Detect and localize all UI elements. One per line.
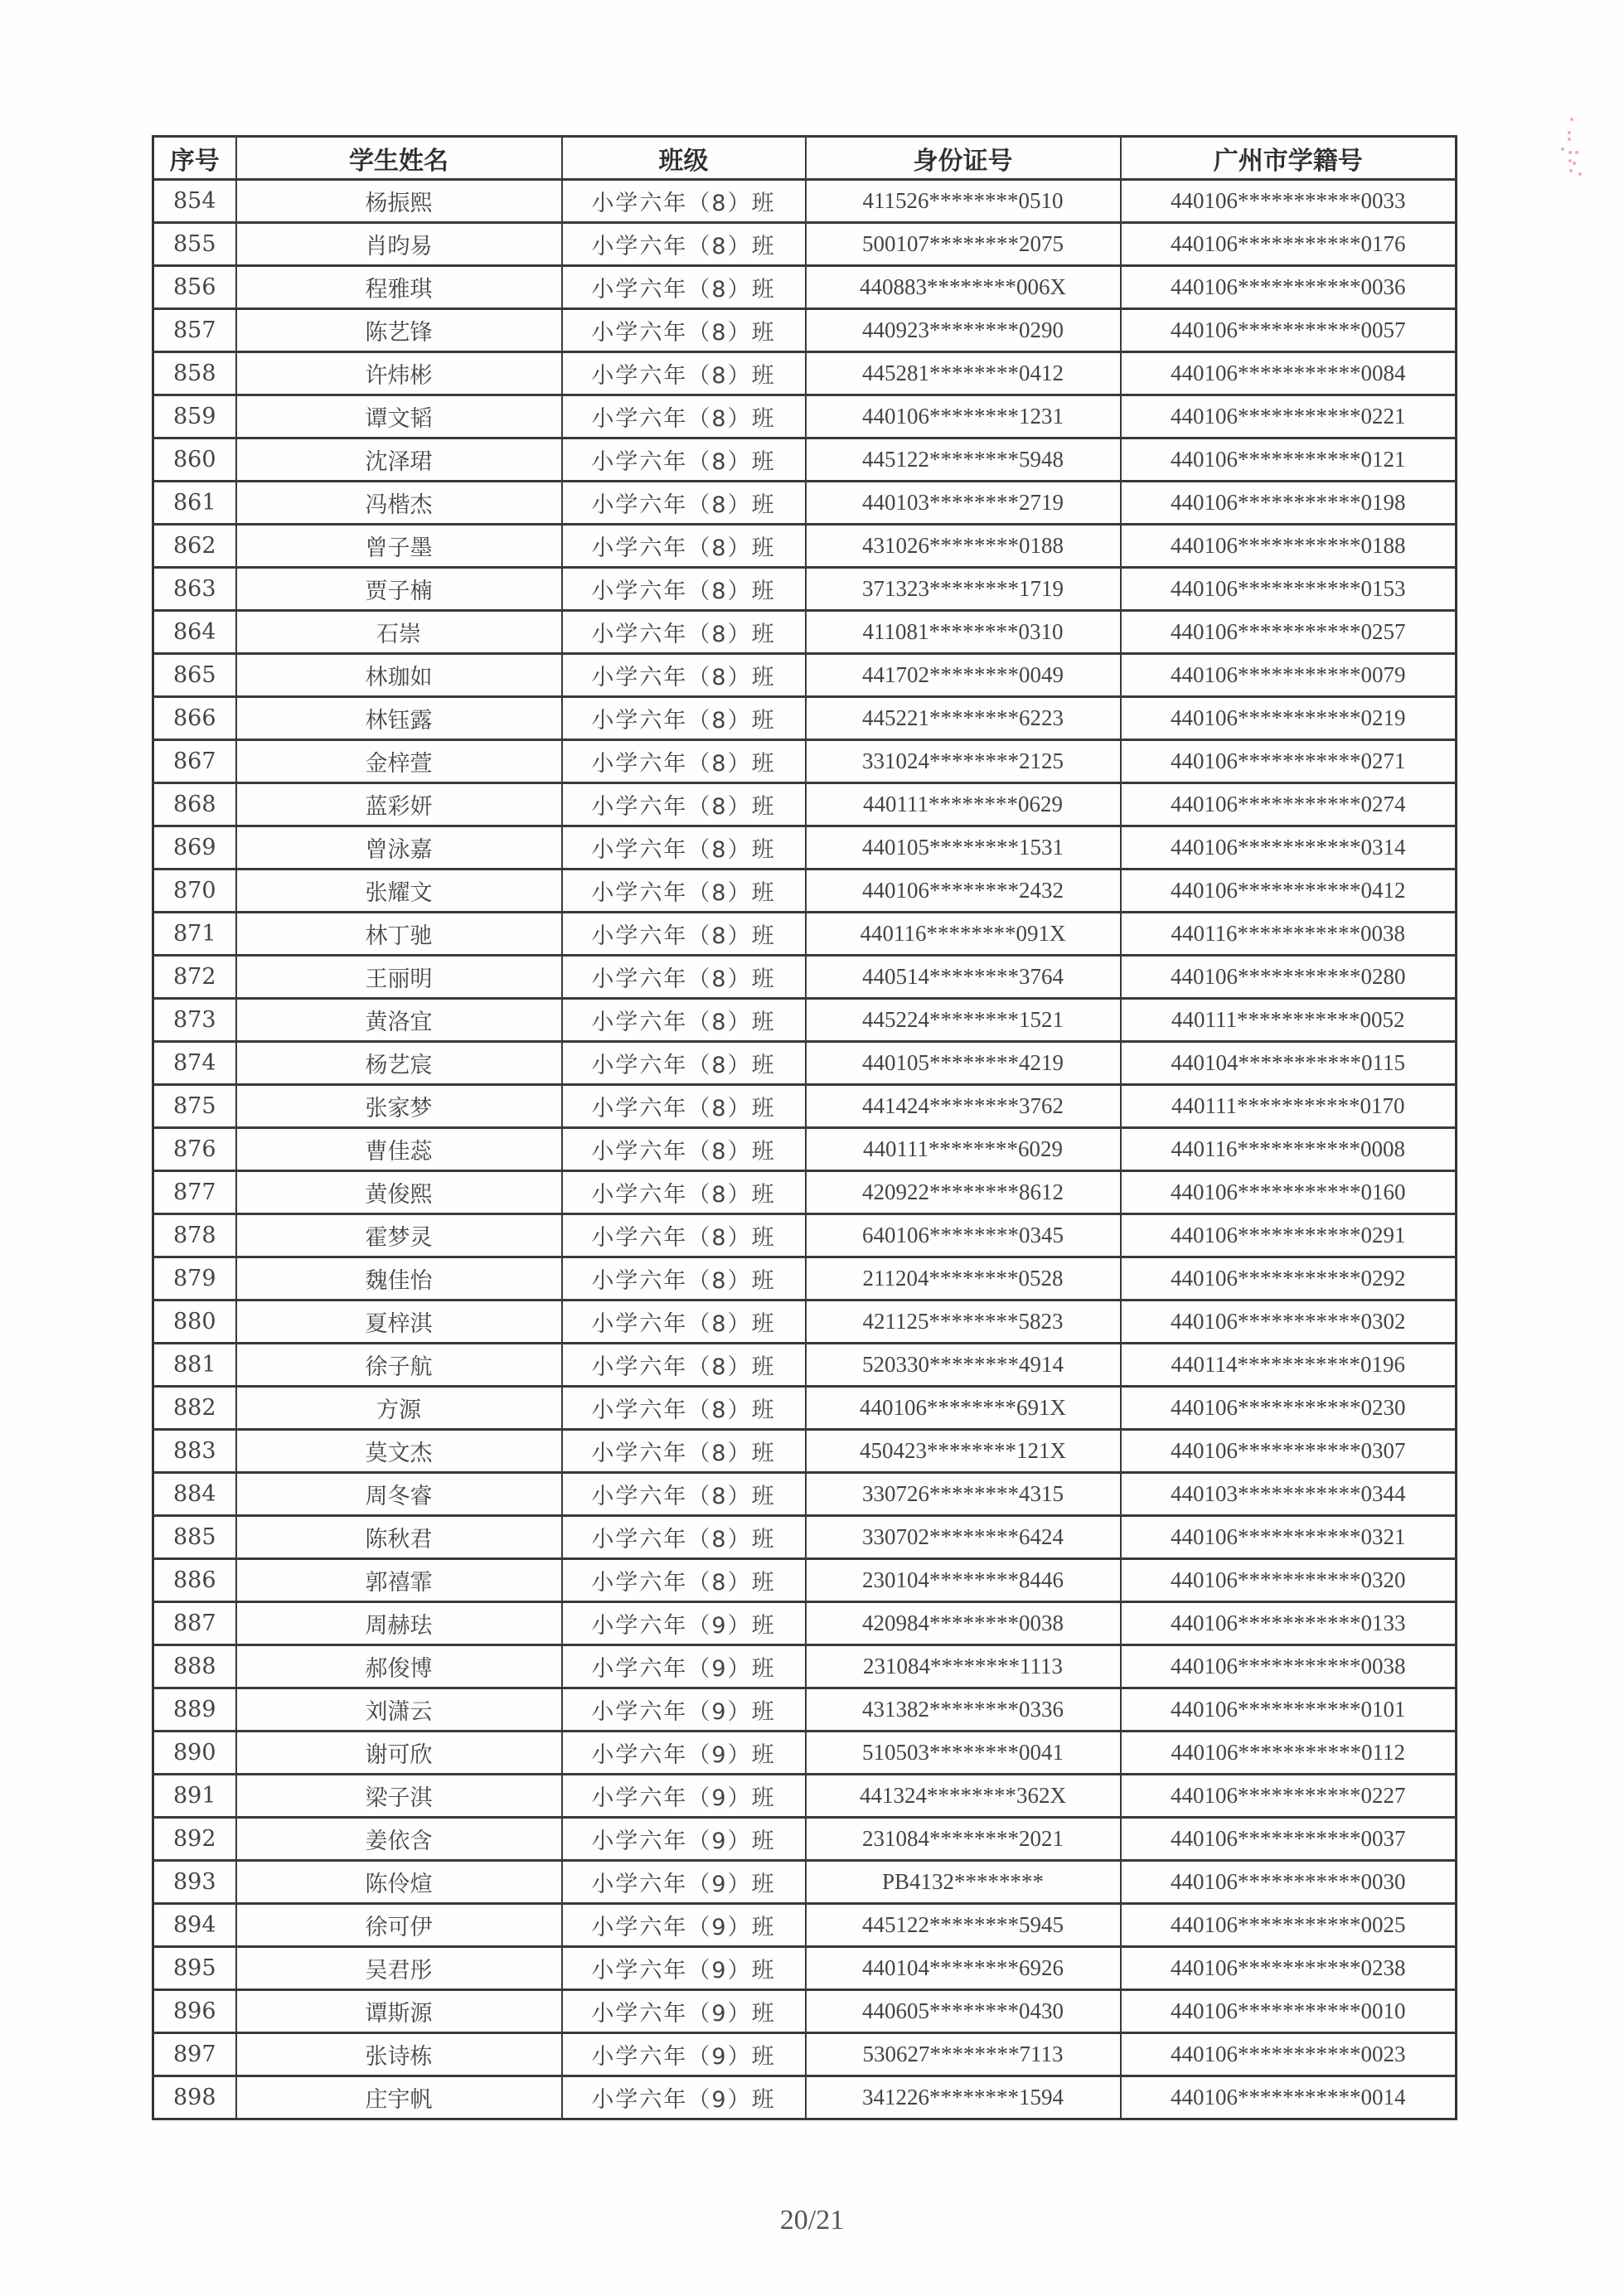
cell-class: 小学六年（8）班: [562, 1257, 806, 1301]
header-class: 班级: [562, 137, 806, 180]
cell-class: 小学六年（8）班: [562, 568, 806, 611]
cell-serial-number: 884: [153, 1473, 236, 1516]
cell-class: 小学六年（8）班: [562, 697, 806, 740]
cell-serial-number: 883: [153, 1430, 236, 1473]
cell-class: 小学六年（8）班: [562, 1171, 806, 1214]
cell-class: 小学六年（9）班: [562, 1861, 806, 1904]
cell-student-name: 张家梦: [236, 1085, 562, 1128]
cell-class: 小学六年（8）班: [562, 1516, 806, 1559]
student-roster-table: [152, 135, 1457, 2120]
cell-class: 小学六年（8）班: [562, 438, 806, 482]
table-row: [153, 1990, 1457, 2033]
cell-student-name: 黄俊熙: [236, 1171, 562, 1214]
cell-student-name: 冯楷杰: [236, 482, 562, 525]
cell-class: 小学六年（8）班: [562, 1430, 806, 1473]
table-row: [153, 1171, 1457, 1214]
table-row: [153, 999, 1457, 1042]
cell-guangzhou-student-number: 440106***********0101: [1121, 1688, 1457, 1732]
cell-id-number: 440111********6029: [806, 1128, 1121, 1171]
cell-guangzhou-student-number: 440106***********0238: [1121, 1947, 1457, 1990]
cell-id-number: 420984********0038: [806, 1602, 1121, 1645]
cell-student-name: 蓝彩妍: [236, 783, 562, 826]
table-row: [153, 180, 1457, 223]
cell-class: 小学六年（8）班: [562, 1473, 806, 1516]
cell-guangzhou-student-number: 440106***********0198: [1121, 482, 1457, 525]
table-row: [153, 1688, 1457, 1732]
table-body: [153, 180, 1457, 2119]
cell-guangzhou-student-number: 440106***********0084: [1121, 352, 1457, 395]
cell-serial-number: 878: [153, 1214, 236, 1257]
cell-id-number: 450423********121X: [806, 1430, 1121, 1473]
cell-class: 小学六年（8）班: [562, 913, 806, 956]
cell-id-number: 440883********006X: [806, 266, 1121, 309]
cell-guangzhou-student-number: 440106***********0057: [1121, 309, 1457, 352]
cell-guangzhou-student-number: 440114***********0196: [1121, 1344, 1457, 1387]
cell-guangzhou-student-number: 440106***********0037: [1121, 1818, 1457, 1861]
cell-class: 小学六年（9）班: [562, 1732, 806, 1775]
cell-class: 小学六年（8）班: [562, 352, 806, 395]
table-row: [153, 1861, 1457, 1904]
cell-class: 小学六年（8）班: [562, 223, 806, 266]
cell-guangzhou-student-number: 440106***********0176: [1121, 223, 1457, 266]
cell-student-name: 庄宇帆: [236, 2076, 562, 2119]
cell-serial-number: 862: [153, 525, 236, 568]
cell-class: 小学六年（8）班: [562, 1301, 806, 1344]
cell-student-name: 谭文韬: [236, 395, 562, 438]
cell-guangzhou-student-number: 440106***********0257: [1121, 611, 1457, 654]
cell-guangzhou-student-number: 440106***********0280: [1121, 956, 1457, 999]
table-row: [153, 395, 1457, 438]
cell-id-number: 371323********1719: [806, 568, 1121, 611]
cell-class: 小学六年（8）班: [562, 1559, 806, 1602]
cell-student-name: 陈秋君: [236, 1516, 562, 1559]
cell-student-name: 谭斯源: [236, 1990, 562, 2033]
cell-serial-number: 859: [153, 395, 236, 438]
cell-student-name: 郭禧霏: [236, 1559, 562, 1602]
cell-student-name: 夏梓淇: [236, 1301, 562, 1344]
cell-guangzhou-student-number: 440106***********0230: [1121, 1387, 1457, 1430]
cell-id-number: 440605********0430: [806, 1990, 1121, 2033]
cell-student-name: 徐子航: [236, 1344, 562, 1387]
table-row: [153, 525, 1457, 568]
cell-guangzhou-student-number: 440106***********0030: [1121, 1861, 1457, 1904]
table-row: [153, 1128, 1457, 1171]
cell-student-name: 张耀文: [236, 869, 562, 913]
table-row: [153, 697, 1457, 740]
cell-guangzhou-student-number: 440104***********0115: [1121, 1042, 1457, 1085]
table-row: [153, 1214, 1457, 1257]
cell-id-number: 431026********0188: [806, 525, 1121, 568]
cell-class: 小学六年（8）班: [562, 740, 806, 783]
cell-serial-number: 855: [153, 223, 236, 266]
table-row: [153, 1559, 1457, 1602]
cell-serial-number: 882: [153, 1387, 236, 1430]
cell-student-name: 曾子墨: [236, 525, 562, 568]
cell-student-name: 肖昀易: [236, 223, 562, 266]
table-row: [153, 1430, 1457, 1473]
table-row: [153, 2076, 1457, 2119]
cell-guangzhou-student-number: 440106***********0033: [1121, 180, 1457, 223]
cell-guangzhou-student-number: 440111***********0052: [1121, 999, 1457, 1042]
cell-id-number: 440106********1231: [806, 395, 1121, 438]
cell-guangzhou-student-number: 440106***********0014: [1121, 2076, 1457, 2119]
cell-id-number: 445224********1521: [806, 999, 1121, 1042]
cell-student-name: 谢可欣: [236, 1732, 562, 1775]
table-row: [153, 1818, 1457, 1861]
cell-id-number: 440106********2432: [806, 869, 1121, 913]
cell-serial-number: 861: [153, 482, 236, 525]
table-row: [153, 438, 1457, 482]
table-row: [153, 1602, 1457, 1645]
cell-guangzhou-student-number: 440106***********0291: [1121, 1214, 1457, 1257]
cell-student-name: 陈艺锋: [236, 309, 562, 352]
cell-serial-number: 881: [153, 1344, 236, 1387]
cell-id-number: 211204********0528: [806, 1257, 1121, 1301]
cell-student-name: 石崇: [236, 611, 562, 654]
cell-id-number: 445221********6223: [806, 697, 1121, 740]
cell-class: 小学六年（8）班: [562, 266, 806, 309]
table-row: [153, 1344, 1457, 1387]
cell-student-name: 吴君彤: [236, 1947, 562, 1990]
cell-student-name: 王丽明: [236, 956, 562, 999]
cell-id-number: 441324********362X: [806, 1775, 1121, 1818]
table-row: [153, 913, 1457, 956]
cell-id-number: 445122********5948: [806, 438, 1121, 482]
cell-guangzhou-student-number: 440116***********0038: [1121, 913, 1457, 956]
cell-student-name: 曾泳嘉: [236, 826, 562, 869]
cell-student-name: 黄洛宜: [236, 999, 562, 1042]
table-row: [153, 482, 1457, 525]
cell-guangzhou-student-number: 440106***********0219: [1121, 697, 1457, 740]
cell-class: 小学六年（8）班: [562, 956, 806, 999]
table-row: [153, 1257, 1457, 1301]
cell-id-number: 230104********8446: [806, 1559, 1121, 1602]
cell-id-number: 530627********7113: [806, 2033, 1121, 2076]
cell-guangzhou-student-number: 440106***********0133: [1121, 1602, 1457, 1645]
cell-serial-number: 876: [153, 1128, 236, 1171]
table-row: [153, 568, 1457, 611]
table-row: [153, 740, 1457, 783]
cell-serial-number: 867: [153, 740, 236, 783]
cell-serial-number: 890: [153, 1732, 236, 1775]
cell-serial-number: 880: [153, 1301, 236, 1344]
cell-id-number: 411526********0510: [806, 180, 1121, 223]
cell-id-number: 445122********5945: [806, 1904, 1121, 1947]
cell-class: 小学六年（9）班: [562, 1602, 806, 1645]
cell-id-number: 440923********0290: [806, 309, 1121, 352]
cell-serial-number: 857: [153, 309, 236, 352]
cell-class: 小学六年（8）班: [562, 1042, 806, 1085]
table-row: [153, 266, 1457, 309]
cell-id-number: 421125********5823: [806, 1301, 1121, 1344]
cell-class: 小学六年（9）班: [562, 1904, 806, 1947]
cell-guangzhou-student-number: 440106***********0320: [1121, 1559, 1457, 1602]
cell-id-number: 440111********0629: [806, 783, 1121, 826]
cell-guangzhou-student-number: 440106***********0188: [1121, 525, 1457, 568]
cell-id-number: 330726********4315: [806, 1473, 1121, 1516]
cell-student-name: 郝俊博: [236, 1645, 562, 1688]
header-student-name: 学生姓名: [236, 137, 562, 180]
table-row: [153, 826, 1457, 869]
cell-serial-number: 854: [153, 180, 236, 223]
cell-id-number: 440106********691X: [806, 1387, 1121, 1430]
cell-guangzhou-student-number: 440106***********0307: [1121, 1430, 1457, 1473]
cell-guangzhou-student-number: 440106***********0025: [1121, 1904, 1457, 1947]
table-row: [153, 1732, 1457, 1775]
cell-serial-number: 889: [153, 1688, 236, 1732]
table-row: [153, 654, 1457, 697]
cell-serial-number: 898: [153, 2076, 236, 2119]
cell-id-number: 231084********2021: [806, 1818, 1121, 1861]
cell-class: 小学六年（9）班: [562, 1818, 806, 1861]
cell-id-number: 440514********3764: [806, 956, 1121, 999]
cell-guangzhou-student-number: 440106***********0221: [1121, 395, 1457, 438]
cell-serial-number: 879: [153, 1257, 236, 1301]
stamp-smudge: [1559, 116, 1583, 174]
table-row: [153, 611, 1457, 654]
cell-serial-number: 891: [153, 1775, 236, 1818]
cell-student-name: 沈泽珺: [236, 438, 562, 482]
cell-student-name: 贾子楠: [236, 568, 562, 611]
cell-guangzhou-student-number: 440106***********0292: [1121, 1257, 1457, 1301]
cell-guangzhou-student-number: 440106***********0160: [1121, 1171, 1457, 1214]
header-guangzhou-student-number: 广州市学籍号: [1121, 137, 1457, 180]
cell-serial-number: 894: [153, 1904, 236, 1947]
cell-student-name: 林珈如: [236, 654, 562, 697]
table-row: [153, 352, 1457, 395]
cell-id-number: 341226********1594: [806, 2076, 1121, 2119]
cell-serial-number: 877: [153, 1171, 236, 1214]
cell-class: 小学六年（8）班: [562, 826, 806, 869]
cell-class: 小学六年（8）班: [562, 482, 806, 525]
table-row: [153, 1387, 1457, 1430]
cell-id-number: 431382********0336: [806, 1688, 1121, 1732]
cell-serial-number: 886: [153, 1559, 236, 1602]
cell-class: 小学六年（9）班: [562, 1775, 806, 1818]
table-row: [153, 956, 1457, 999]
table-row: [153, 1473, 1457, 1516]
cell-id-number: 411081********0310: [806, 611, 1121, 654]
table-row: [153, 1042, 1457, 1085]
table-row: [153, 1645, 1457, 1688]
table-row: [153, 1775, 1457, 1818]
table-row: [153, 2033, 1457, 2076]
table-row: [153, 1085, 1457, 1128]
cell-serial-number: 866: [153, 697, 236, 740]
header-serial-number: 序号: [153, 137, 236, 180]
cell-class: 小学六年（9）班: [562, 1688, 806, 1732]
cell-id-number: 330702********6424: [806, 1516, 1121, 1559]
cell-serial-number: 873: [153, 999, 236, 1042]
cell-serial-number: 897: [153, 2033, 236, 2076]
cell-guangzhou-student-number: 440106***********0112: [1121, 1732, 1457, 1775]
cell-class: 小学六年（8）班: [562, 1344, 806, 1387]
cell-student-name: 金梓萱: [236, 740, 562, 783]
cell-serial-number: 869: [153, 826, 236, 869]
cell-serial-number: 868: [153, 783, 236, 826]
cell-serial-number: 858: [153, 352, 236, 395]
cell-serial-number: 874: [153, 1042, 236, 1085]
cell-id-number: 331024********2125: [806, 740, 1121, 783]
cell-guangzhou-student-number: 440106***********0274: [1121, 783, 1457, 826]
cell-serial-number: 863: [153, 568, 236, 611]
table-header-row: [153, 137, 1457, 180]
table-row: [153, 1947, 1457, 1990]
cell-class: 小学六年（9）班: [562, 1990, 806, 2033]
cell-student-name: 林钰露: [236, 697, 562, 740]
table-row: [153, 783, 1457, 826]
cell-student-name: 周冬睿: [236, 1473, 562, 1516]
cell-serial-number: 892: [153, 1818, 236, 1861]
cell-student-name: 张诗栋: [236, 2033, 562, 2076]
cell-guangzhou-student-number: 440106***********0314: [1121, 826, 1457, 869]
table-row: [153, 1301, 1457, 1344]
cell-class: 小学六年（8）班: [562, 1128, 806, 1171]
cell-serial-number: 865: [153, 654, 236, 697]
cell-id-number: 445281********0412: [806, 352, 1121, 395]
cell-student-name: 杨艺宸: [236, 1042, 562, 1085]
cell-id-number: 441424********3762: [806, 1085, 1121, 1128]
cell-serial-number: 887: [153, 1602, 236, 1645]
cell-guangzhou-student-number: 440106***********0121: [1121, 438, 1457, 482]
cell-class: 小学六年（8）班: [562, 611, 806, 654]
cell-serial-number: 893: [153, 1861, 236, 1904]
cell-guangzhou-student-number: 440106***********0038: [1121, 1645, 1457, 1688]
cell-class: 小学六年（8）班: [562, 783, 806, 826]
cell-serial-number: 864: [153, 611, 236, 654]
cell-id-number: PB4132********: [806, 1861, 1121, 1904]
table-row: [153, 309, 1457, 352]
cell-serial-number: 895: [153, 1947, 236, 1990]
cell-student-name: 魏佳怡: [236, 1257, 562, 1301]
cell-class: 小学六年（8）班: [562, 869, 806, 913]
cell-guangzhou-student-number: 440106***********0010: [1121, 1990, 1457, 2033]
cell-guangzhou-student-number: 440106***********0412: [1121, 869, 1457, 913]
cell-id-number: 440105********4219: [806, 1042, 1121, 1085]
cell-class: 小学六年（9）班: [562, 1645, 806, 1688]
cell-student-name: 莫文杰: [236, 1430, 562, 1473]
cell-id-number: 231084********1113: [806, 1645, 1121, 1688]
cell-serial-number: 875: [153, 1085, 236, 1128]
cell-class: 小学六年（8）班: [562, 395, 806, 438]
cell-guangzhou-student-number: 440106***********0227: [1121, 1775, 1457, 1818]
cell-class: 小学六年（8）班: [562, 525, 806, 568]
cell-student-name: 程雅琪: [236, 266, 562, 309]
cell-guangzhou-student-number: 440106***********0079: [1121, 654, 1457, 697]
cell-student-name: 杨振熙: [236, 180, 562, 223]
cell-serial-number: 896: [153, 1990, 236, 2033]
cell-id-number: 440103********2719: [806, 482, 1121, 525]
cell-guangzhou-student-number: 440106***********0271: [1121, 740, 1457, 783]
header-id-number: 身份证号: [806, 137, 1121, 180]
cell-class: 小学六年（8）班: [562, 180, 806, 223]
cell-student-name: 徐可伊: [236, 1904, 562, 1947]
cell-serial-number: 860: [153, 438, 236, 482]
cell-serial-number: 888: [153, 1645, 236, 1688]
cell-student-name: 梁子淇: [236, 1775, 562, 1818]
cell-id-number: 500107********2075: [806, 223, 1121, 266]
cell-guangzhou-student-number: 440106***********0153: [1121, 568, 1457, 611]
table-row: [153, 869, 1457, 913]
cell-student-name: 刘潇云: [236, 1688, 562, 1732]
cell-id-number: 420922********8612: [806, 1171, 1121, 1214]
cell-serial-number: 871: [153, 913, 236, 956]
cell-id-number: 440104********6926: [806, 1947, 1121, 1990]
cell-class: 小学六年（8）班: [562, 654, 806, 697]
cell-class: 小学六年（9）班: [562, 1947, 806, 1990]
cell-student-name: 陈伶煊: [236, 1861, 562, 1904]
cell-class: 小学六年（8）班: [562, 999, 806, 1042]
cell-serial-number: 870: [153, 869, 236, 913]
cell-class: 小学六年（8）班: [562, 1387, 806, 1430]
cell-id-number: 520330********4914: [806, 1344, 1121, 1387]
cell-guangzhou-student-number: 440111***********0170: [1121, 1085, 1457, 1128]
cell-class: 小学六年（8）班: [562, 309, 806, 352]
cell-class: 小学六年（8）班: [562, 1085, 806, 1128]
cell-id-number: 640106********0345: [806, 1214, 1121, 1257]
cell-id-number: 440105********1531: [806, 826, 1121, 869]
cell-class: 小学六年（9）班: [562, 2033, 806, 2076]
cell-student-name: 姜依含: [236, 1818, 562, 1861]
cell-serial-number: 885: [153, 1516, 236, 1559]
cell-guangzhou-student-number: 440103***********0344: [1121, 1473, 1457, 1516]
table-row: [153, 1904, 1457, 1947]
table-row: [153, 1516, 1457, 1559]
cell-student-name: 霍梦灵: [236, 1214, 562, 1257]
cell-id-number: 440116********091X: [806, 913, 1121, 956]
table-row: [153, 223, 1457, 266]
cell-serial-number: 872: [153, 956, 236, 999]
cell-class: 小学六年（8）班: [562, 1214, 806, 1257]
cell-serial-number: 856: [153, 266, 236, 309]
cell-guangzhou-student-number: 440106***********0036: [1121, 266, 1457, 309]
cell-id-number: 441702********0049: [806, 654, 1121, 697]
cell-guangzhou-student-number: 440106***********0023: [1121, 2033, 1457, 2076]
cell-guangzhou-student-number: 440106***********0321: [1121, 1516, 1457, 1559]
cell-guangzhou-student-number: 440106***********0302: [1121, 1301, 1457, 1344]
cell-student-name: 许炜彬: [236, 352, 562, 395]
cell-class: 小学六年（9）班: [562, 2076, 806, 2119]
cell-id-number: 510503********0041: [806, 1732, 1121, 1775]
cell-student-name: 周赫珐: [236, 1602, 562, 1645]
cell-student-name: 林丁驰: [236, 913, 562, 956]
cell-guangzhou-student-number: 440116***********0008: [1121, 1128, 1457, 1171]
page-number: 20/21: [779, 2205, 845, 2235]
cell-student-name: 方源: [236, 1387, 562, 1430]
cell-student-name: 曹佳蕊: [236, 1128, 562, 1171]
